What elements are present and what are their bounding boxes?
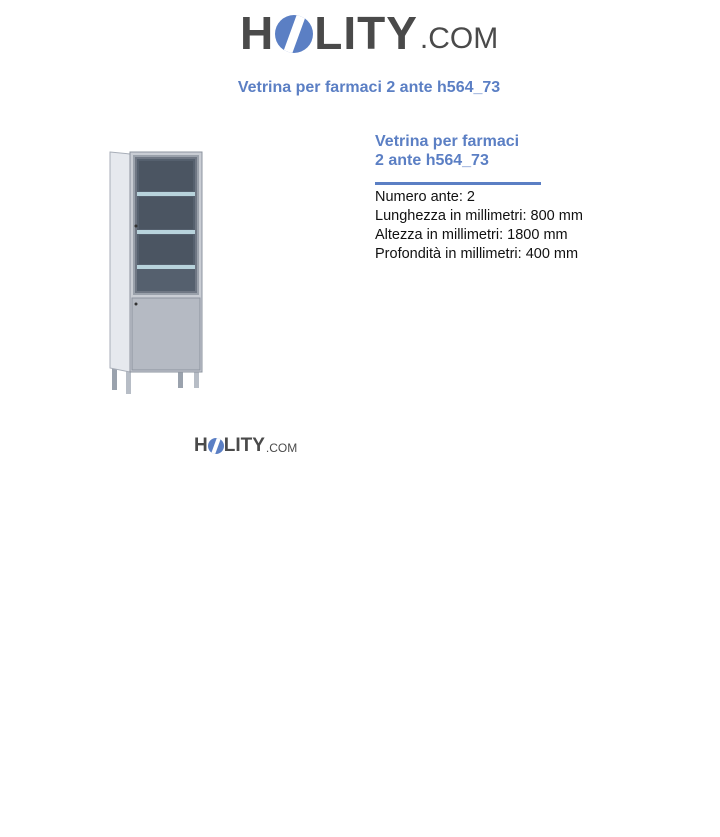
spec-row: Lunghezza in millimetri: 800 mm — [375, 208, 583, 224]
image-logo-letter-h: H — [194, 435, 208, 456]
spec-row: Altezza in millimetri: 1800 mm — [375, 227, 568, 243]
spec-list — [375, 188, 675, 264]
product-title — [375, 132, 675, 170]
product-title-line1: Vetrina per farmaci — [375, 133, 520, 150]
product-title-line2: 2 ante h564_73 — [375, 152, 489, 169]
image-logo-o-icon — [208, 438, 224, 454]
logo-letters: LITY — [314, 7, 418, 59]
product-details — [375, 132, 675, 264]
spec-row: Profondità in millimetri: 400 mm — [375, 246, 579, 262]
logo-suffix: .COM — [419, 22, 499, 55]
image-logo — [194, 436, 297, 455]
page-title: Vetrina per farmaci 2 ante h564_73 — [237, 79, 501, 96]
logo-letter-h: H — [240, 7, 275, 59]
product-image — [100, 140, 220, 410]
site-logo[interactable] — [240, 7, 499, 59]
image-logo-letters: LITY — [223, 435, 265, 456]
image-logo-suffix: .COM — [265, 441, 298, 455]
title-divider — [375, 182, 541, 185]
spec-row: Numero ante: 2 — [375, 189, 475, 205]
logo-o-icon — [275, 15, 313, 53]
